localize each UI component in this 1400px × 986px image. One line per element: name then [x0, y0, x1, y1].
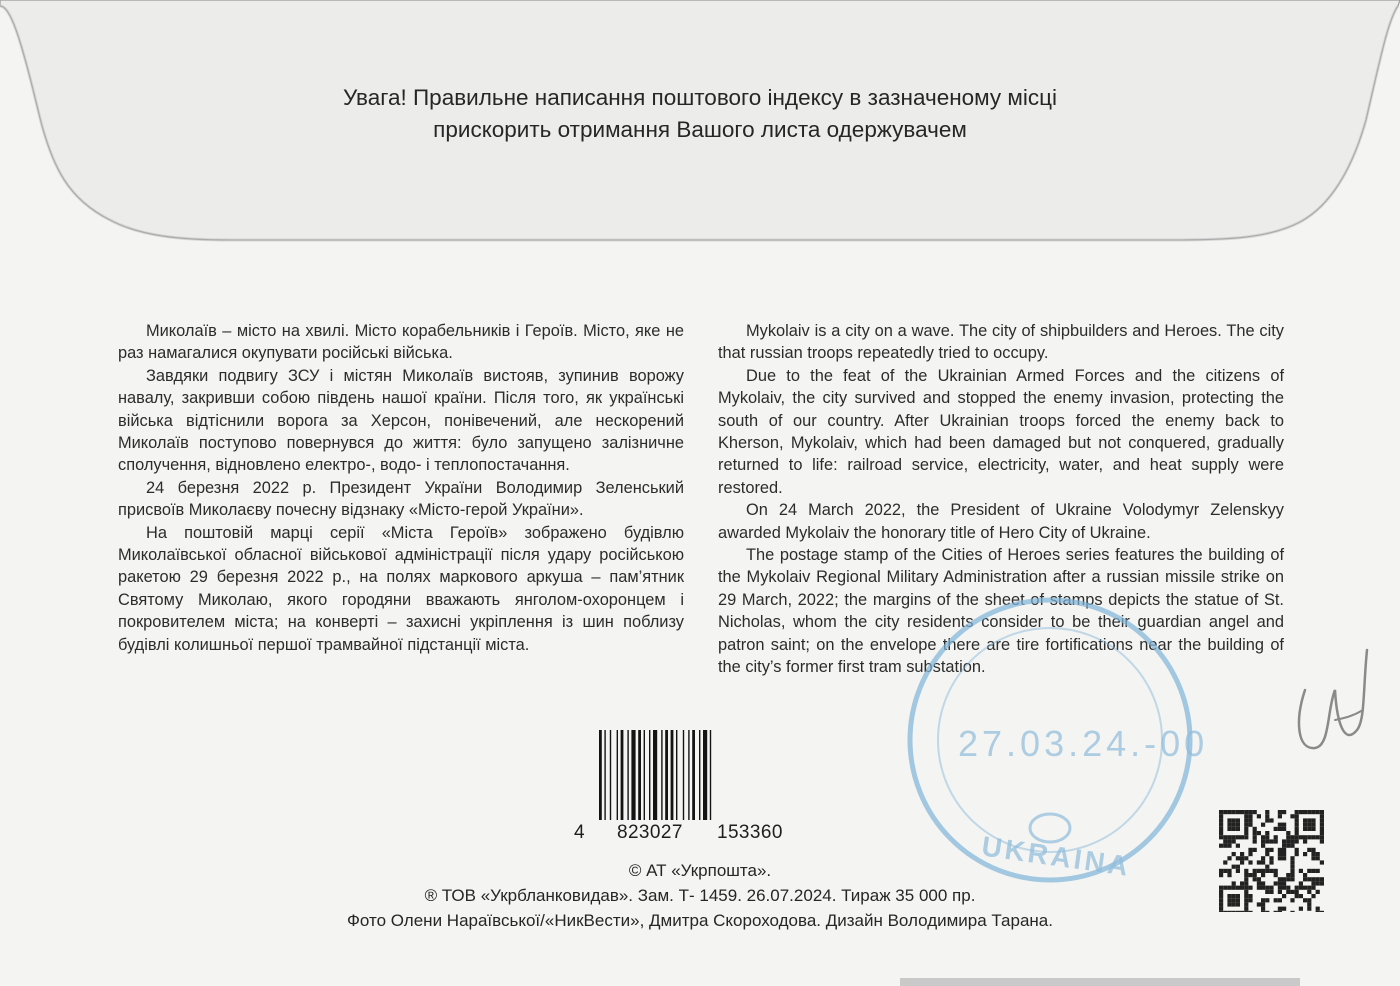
barcode-digit-first: 4	[574, 822, 585, 843]
handwritten-signature	[1275, 630, 1375, 780]
text-english	[718, 320, 1284, 679]
paragraph-en-1: Mykolaiv is a city on a wave. The city of shipbuilders and Heroes. The city that russian troops repeatedly tried to occupy.	[718, 322, 1284, 363]
publisher-credits	[150, 858, 1250, 933]
barcode-group-1: 823027	[617, 822, 683, 843]
paragraph-en-2: Due to the feat of the Ukrainian Armed Forces and the citizens of Mykolaiv, the city survived and stopped the enemy invasion, protecting the south of our country. After Ukrainian troops forced the enemy back to Kherson, Mykolaiv, which had been damaged but not conquered, gradually returned to life: railroad service, electricity, water, and heat supply were restored.	[718, 366, 1284, 497]
paragraph-uk-4: На поштовій марці серії «Міста Героїв» зображено будівлю Миколаївської обласної військової адміністрації після удару російською ракетою 29 березня 2022 р., на полях маркового аркуша – пам’ятник Святому Миколаю, якого городяни вважають янголом-охоронцем і покровителем міста; на конверті – захисні укріплення із шин поблизу будівлі колишньої першої трамвайної підстанції міста.	[118, 523, 684, 654]
text-ukrainian	[118, 320, 684, 656]
notice-line-1: Увага! Правильне написання поштового індексу в зазначеному місці	[343, 85, 1057, 110]
paragraph-uk-3: 24 березня 2022 р. Президент України Володимир Зеленський присвоїв Миколаєву почесну відзнаку «Місто-герой України».	[118, 478, 684, 520]
barcode-group-2: 153360	[717, 822, 783, 843]
paragraph-uk-2: Завдяки подвигу ЗСУ і містян Миколаїв вистояв, зупинив ворожу навалу, закривши собою південь нашої країни. Після того, як українські війська відтіснили ворога за Херсон, понівечений, але нескорений Миколаїв поступово повернувся до життя: було запущено залізничне сполучення, відновлено електро-, водо- і теплопостачання.	[118, 366, 684, 475]
tape-strip-bottom	[900, 978, 1300, 986]
paragraph-uk-1: Миколаїв – місто на хвилі. Місто корабельників і Героїв. Місто, яке не раз намагалися окупувати російські війська.	[118, 322, 684, 363]
paragraph-en-3: On 24 March 2022, the President of Ukraine Volodymyr Zelenskyy awarded Mykolaiv the honorary title of Hero City of Ukraine.	[718, 501, 1284, 542]
qr-code-icon	[1217, 808, 1327, 912]
barcode	[597, 730, 715, 822]
postmark-date: 27.03.24.-00	[958, 723, 1209, 764]
credits-line-3: Фото Олени Нараївської/«НикВести», Дмитра Скороходова. Дизайн Володимира Тарана.	[347, 911, 1053, 930]
postmark-emblem-icon	[1030, 814, 1070, 842]
postmark-country: UKRAINA	[979, 830, 1133, 883]
paragraph-en-4: The postage stamp of the Cities of Heroes series features the building of the Mykolaiv Regional Military Administration after a russian missile strike on 29 March, 2022; the margins of the sheet of stamps depicts the statue of St. Nicholas, whom the city residents consider to be their guardian angel and patron saint; on the envelope there are tire fortifications near the building of the city’s former first tram substation.	[718, 546, 1284, 677]
credits-line-2: ® ТОВ «Укрбланковидав». Зам. Т- 1459. 26.07.2024. Тираж 35 000 пр.	[424, 886, 976, 905]
notice-line-2: прискорить отримання Вашого листа одержувачем	[433, 117, 967, 142]
credits-line-1: © АТ «Укрпошта».	[628, 861, 772, 880]
postcode-notice	[150, 82, 1250, 146]
